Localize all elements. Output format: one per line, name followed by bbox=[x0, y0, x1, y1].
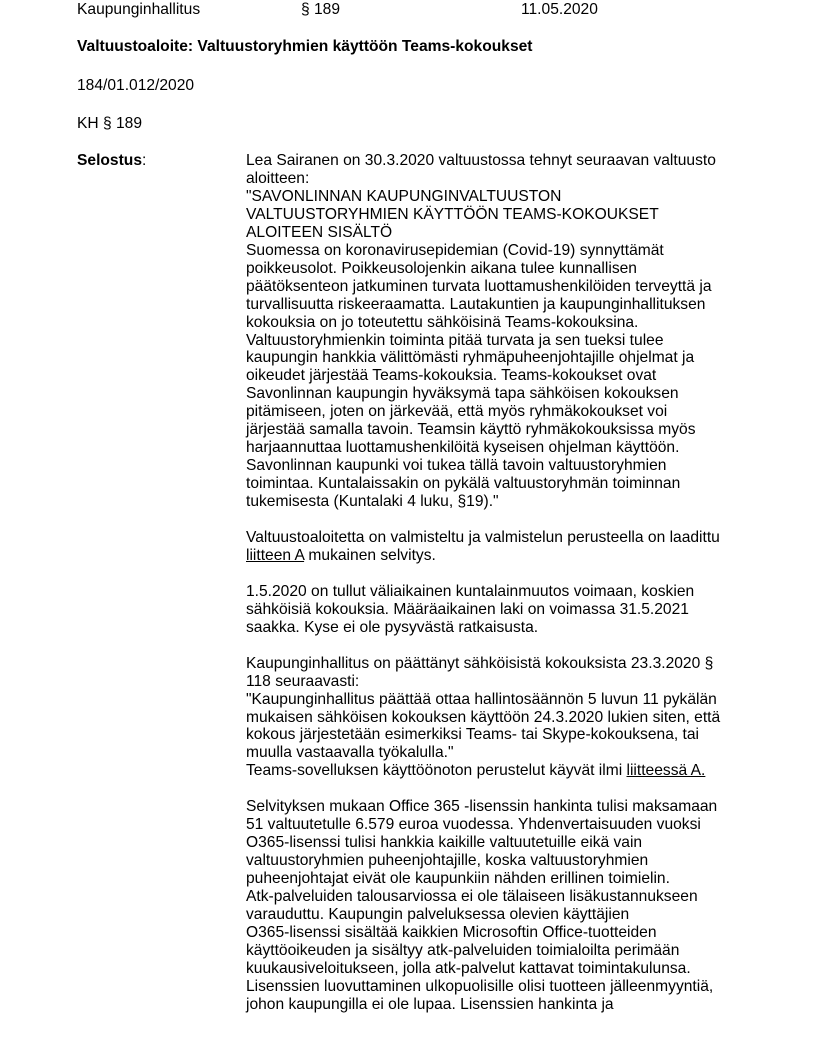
paragraph-license-cost bbox=[246, 798, 806, 1013]
text-line: Savonlinnan kaupungin hyväksymä tapa sähköisen kokouksen bbox=[246, 385, 679, 403]
text-line: 118 seuraavasti: bbox=[246, 672, 360, 690]
header-section: § 189 bbox=[301, 1, 341, 18]
text-line: sähköisiä kokouksia. Määräaikainen laki on voimassa 31.5.2021 bbox=[246, 600, 689, 618]
text-line: mukaisen sähköisen kokouksen käyttöön 24.3.2020 lukien siten, että bbox=[246, 708, 721, 726]
text-line bbox=[246, 547, 806, 565]
text-line: "SAVONLINNAN KAUPUNGINVALTUUSTON bbox=[246, 187, 562, 205]
text-line: kuukausiveloitukseen, jolla atk-palvelut kattavat toimintakulunsa. bbox=[246, 959, 691, 977]
kh-reference: KH § 189 bbox=[77, 115, 143, 132]
text-line: poikkeusolot. Poikkeusolojenkin aikana tulee kunnallisen bbox=[246, 259, 637, 277]
selostus-label-colon: : bbox=[142, 152, 147, 169]
text-line: Selvityksen mukaan Office 365 -lisenssin hankinta tulisi maksamaan bbox=[246, 798, 718, 816]
text-line: päätöksenteon jatkuminen turvata luottamushenkilöiden terveyttä ja bbox=[246, 277, 712, 295]
selostus-label bbox=[77, 152, 146, 170]
attachment-a-link-2[interactable]: liitteessä A. bbox=[626, 762, 706, 780]
text-line: puheenjohtajat eivät ole kaupunkiin nähden erillinen toimielin. bbox=[246, 870, 670, 888]
text-line: varauduttu. Kaupungin palveluksessa olevien käyttäjien bbox=[246, 905, 630, 923]
paragraph-board-decision bbox=[246, 655, 806, 781]
text-line: turvallisuutta riskeeraamatta. Lautakuntien ja kaupunginhallituksen bbox=[246, 295, 706, 313]
record-number: 184/01.012/2020 bbox=[77, 77, 195, 94]
selostus-label-text: Selostus bbox=[77, 152, 142, 169]
text-line: toimintaa. Kuntalaissakin on pykälä valtuustoryhmän toiminnan bbox=[246, 475, 681, 493]
attachment-a-link[interactable]: liitteen A bbox=[246, 546, 305, 564]
document-title: Valtuustoaloite: Valtuustoryhmien käyttöön Teams-kokoukset bbox=[77, 38, 533, 55]
text-line: 51 valtuutetulle 6.579 euroa vuodessa. Yhdenvertaisuuden vuoksi bbox=[246, 816, 701, 834]
text-line: VALTUUSTORYHMIEN KÄYTTÖÖN TEAMS-KOKOUKSET bbox=[246, 205, 659, 223]
text-line: 1.5.2020 on tullut väliaikainen kuntalainmuutos voimaan, koskien bbox=[246, 582, 695, 600]
text-line: O365-lisenssi tulisi hankkia kaikille valtuutetuille eikä vain bbox=[246, 834, 643, 852]
text-fragment: mukainen selvitys. bbox=[304, 546, 436, 564]
text-line: Atk-palveluiden talousarviossa ei ole tälaiseen lisäkustannukseen bbox=[246, 888, 698, 906]
text-line: harjaannuttaa luottamushenkilöitä kyseisen ohjelman käyttöön. bbox=[246, 439, 680, 457]
text-line: oikeudet järjestää Teams-kokouksia. Teams-kokoukset ovat bbox=[246, 367, 657, 385]
header-date: 11.05.2020 bbox=[521, 1, 598, 18]
text-line: kokous järjestetään esimerkiksi Teams- tai Skype-kokouksena, tai bbox=[246, 726, 699, 744]
text-line: käyttöoikeuden ja sisältyy atk-palveluiden toimialoilta perimään bbox=[246, 941, 680, 959]
text-line: Valtuustoaloitetta on valmisteltu ja valmistelun perusteella on laadittu bbox=[246, 529, 720, 546]
text-line: Kaupunginhallitus on päättänyt sähköisistä kokouksista 23.3.2020 § bbox=[246, 654, 714, 672]
text-fragment: Teams-sovelluksen käyttöönoton perustelut käyvät ilmi bbox=[246, 762, 627, 780]
selostus-body bbox=[246, 152, 806, 1032]
text-line: Valtuustoryhmienkin toiminta pitää turvata ja sen tueksi tulee bbox=[246, 331, 664, 349]
text-line: ALOITEEN SISÄLTÖ bbox=[246, 223, 393, 241]
header-organ: Kaupunginhallitus bbox=[77, 1, 201, 18]
text-line: pitämiseen, joten on järkevää, että myös ryhmäkokoukset voi bbox=[246, 403, 668, 421]
text-line: Lea Sairanen on 30.3.2020 valtuustossa tehnyt seuraavan valtuusto bbox=[246, 152, 716, 169]
text-line: muulla vastaavalla työkalulla." bbox=[246, 744, 454, 762]
text-line: Lisenssien luovuttaminen ulkopuolisille olisi tuotteen jälleenmyyntiä, bbox=[246, 977, 714, 995]
text-line: "Kaupunginhallitus päättää ottaa hallintosäännön 5 luvun 11 pykälän bbox=[246, 690, 717, 708]
text-line: järjestää samalla tavoin. Teamsin käyttö ryhmäkokouksissa myös bbox=[246, 421, 696, 439]
text-line: valtuustoryhmien puheenjohtajille, koska valtuustoryhmien bbox=[246, 852, 649, 870]
paragraph-law-change bbox=[246, 583, 806, 637]
text-line bbox=[246, 762, 806, 780]
paragraph-initiative bbox=[246, 152, 806, 511]
text-line: kokouksia on jo toteutettu sähköisinä Teams-kokouksina. bbox=[246, 313, 639, 331]
text-line: saakka. Kyse ei ole pysyvästä ratkaisusta. bbox=[246, 618, 539, 636]
text-line: johon kaupungilla ei ole lupaa. Lisenssien hankinta ja bbox=[246, 995, 614, 1013]
text-line: tukemisesta (Kuntalaki 4 luku, §19)." bbox=[246, 493, 499, 511]
paragraph-preparation bbox=[246, 529, 806, 565]
text-line: Suomessa on koronavirusepidemian (Covid-19) synnyttämät bbox=[246, 241, 664, 259]
text-line: kaupungin hankkia välittömästi ryhmäpuheenjohtajille ohjelmat ja bbox=[246, 349, 695, 367]
text-line: O365-lisenssi sisältää kaikkien Microsoftin Office-tuotteiden bbox=[246, 923, 657, 941]
text-line: aloitteen: bbox=[246, 169, 310, 187]
text-line: Savonlinnan kaupunki voi tukea tällä tavoin valtuustoryhmien bbox=[246, 457, 667, 475]
